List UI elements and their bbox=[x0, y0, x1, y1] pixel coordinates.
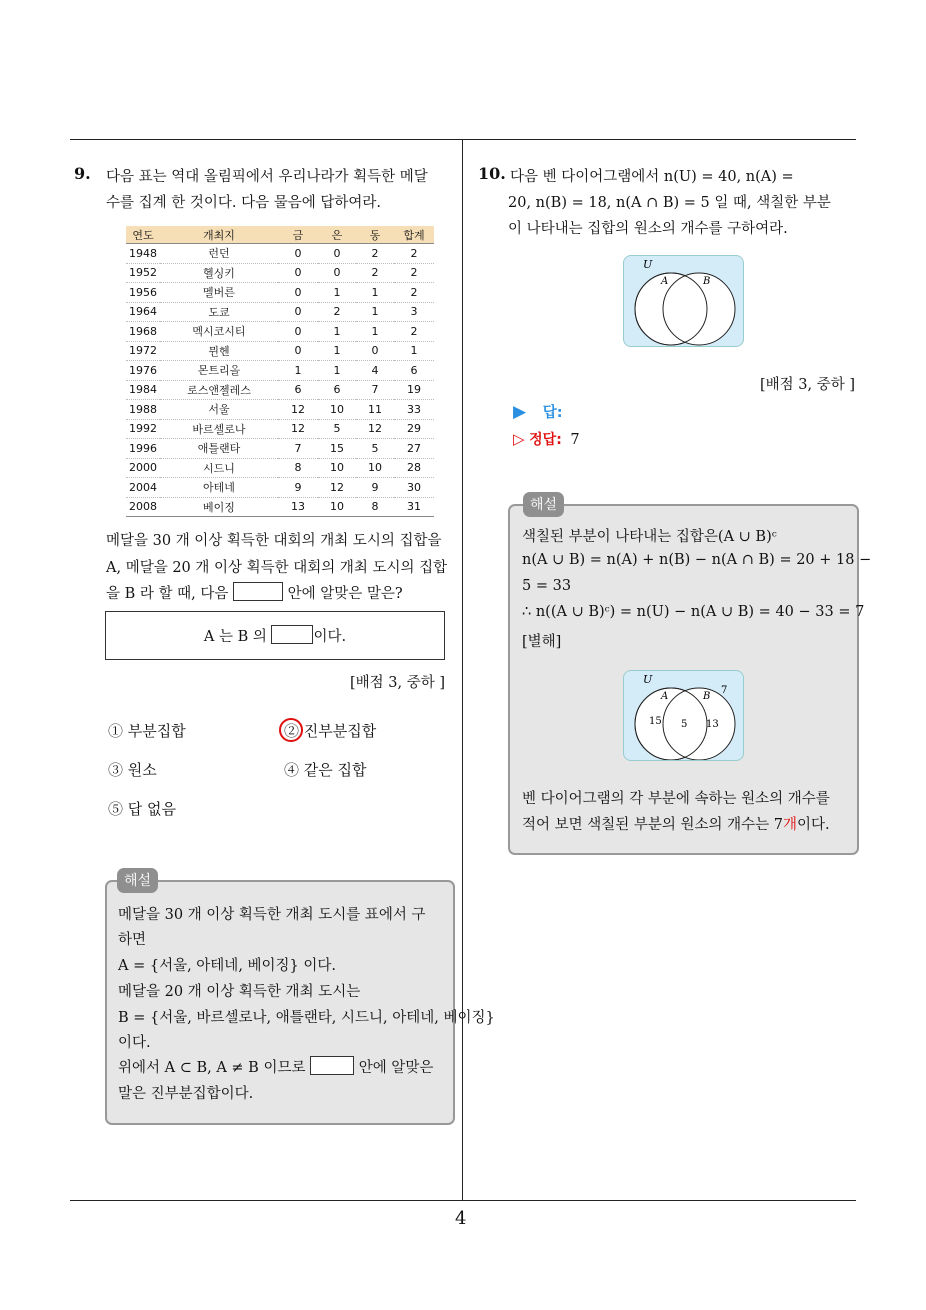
a-label: A bbox=[661, 691, 669, 702]
q9-explanation-last-end: 안에 알맞은 bbox=[358, 1060, 434, 1076]
table-cell: 6 bbox=[278, 380, 318, 400]
table-header: 개최지 bbox=[160, 226, 278, 244]
table-cell: 0 bbox=[278, 322, 318, 342]
table-cell: 서울 bbox=[160, 400, 278, 420]
table-cell: 1968 bbox=[126, 322, 160, 342]
table-cell: 7 bbox=[278, 439, 318, 459]
selected-answer-circle-icon bbox=[279, 718, 303, 742]
table-row bbox=[126, 478, 434, 498]
correct-label: 정답: bbox=[529, 432, 562, 448]
table-cell: 33 bbox=[394, 400, 434, 420]
table-row bbox=[126, 361, 434, 381]
q10-explanation-end2-start: 적어 보면 색칠된 부분의 원소의 개수는 7 bbox=[522, 817, 783, 833]
table-header: 은 bbox=[318, 226, 356, 244]
answer-row bbox=[513, 401, 563, 422]
table-cell: 8 bbox=[356, 497, 394, 517]
table-cell: 2 bbox=[394, 244, 434, 264]
q10-text-line1: 다음 벤 다이어그램에서 n(U) = 40, n(A) = bbox=[510, 169, 794, 185]
table-cell: 0 bbox=[356, 341, 394, 361]
play-icon: ▶ bbox=[513, 402, 527, 422]
table-header: 연도 bbox=[126, 226, 160, 244]
table-row bbox=[126, 283, 434, 303]
table-cell: 0 bbox=[278, 341, 318, 361]
table-cell: 1 bbox=[318, 283, 356, 303]
choice-4[interactable]: ④ 같은 집합 bbox=[284, 761, 367, 779]
top-rule bbox=[70, 139, 856, 140]
table-row bbox=[126, 244, 434, 264]
correct-value: 7 bbox=[570, 432, 580, 448]
outside-count: 7 bbox=[721, 685, 728, 696]
table-cell: 10 bbox=[318, 400, 356, 420]
table-cell: 1 bbox=[278, 361, 318, 381]
q9-number: 9. bbox=[74, 164, 91, 183]
table-cell: 1952 bbox=[126, 263, 160, 283]
table-cell: 15 bbox=[318, 439, 356, 459]
q9-para3-start: 을 B 라 할 때, 다음 bbox=[106, 586, 229, 602]
table-header: 동 bbox=[356, 226, 394, 244]
table-cell: 1 bbox=[394, 341, 434, 361]
table-row bbox=[126, 302, 434, 322]
table-cell: 12 bbox=[278, 400, 318, 420]
table-cell: 5 bbox=[318, 419, 356, 439]
table-cell: 1 bbox=[356, 302, 394, 322]
q9-para3-end: 안에 알맞은 말은? bbox=[287, 586, 403, 602]
table-cell: 1984 bbox=[126, 380, 160, 400]
q9-para1: 메달을 30 개 이상 획득한 대회의 개최 도시의 집합을 bbox=[106, 533, 442, 549]
statement-start: A 는 B 의 bbox=[203, 629, 267, 645]
q9-explanation-line: B = {서울, 바르셀로나, 애틀랜타, 시드니, 아테네, 베이징} bbox=[118, 1010, 495, 1026]
venn-diagram bbox=[623, 255, 744, 347]
medal-table bbox=[126, 226, 434, 517]
q9-para2: A, 메달을 20 개 이상 획득한 대회의 개최 도시의 집합 bbox=[106, 560, 448, 576]
table-cell: 0 bbox=[278, 302, 318, 322]
q10-explanation-line: n(A ∪ B) = n(A) + n(B) − n(A ∩ B) = 20 + 18 − bbox=[522, 552, 872, 568]
q9-para3 bbox=[106, 582, 403, 603]
q9-explanation-last-start: 위에서 A ⊂ B, A ≠ B 이므로 bbox=[118, 1060, 306, 1076]
table-cell: 애틀랜타 bbox=[160, 439, 278, 459]
table-cell: 5 bbox=[356, 439, 394, 459]
table-cell: 19 bbox=[394, 380, 434, 400]
q9-text-line1: 다음 표는 역대 올림픽에서 우리나라가 획득한 메달 bbox=[106, 169, 428, 185]
table-cell: 1992 bbox=[126, 419, 160, 439]
only-b-count: 13 bbox=[706, 719, 719, 730]
table-cell: 바르셀로나 bbox=[160, 419, 278, 439]
q9-explanation-line: 이다. bbox=[118, 1035, 151, 1051]
table-cell: 도쿄 bbox=[160, 302, 278, 322]
statement-blank bbox=[271, 625, 313, 644]
table-cell: 10 bbox=[356, 458, 394, 478]
statement-box bbox=[105, 611, 445, 660]
table-cell: 1964 bbox=[126, 302, 160, 322]
table-cell: 10 bbox=[318, 458, 356, 478]
table-cell: 로스앤젤레스 bbox=[160, 380, 278, 400]
q10-explanation-end2-highlight: 개 bbox=[783, 817, 798, 833]
table-cell: 29 bbox=[394, 419, 434, 439]
table-cell: 시드니 bbox=[160, 458, 278, 478]
table-header: 합계 bbox=[394, 226, 434, 244]
b-label: B bbox=[703, 691, 711, 702]
table-cell: 1988 bbox=[126, 400, 160, 420]
table-cell: 뮌헨 bbox=[160, 341, 278, 361]
table-cell: 3 bbox=[394, 302, 434, 322]
table-cell: 2 bbox=[394, 283, 434, 303]
table-cell: 1972 bbox=[126, 341, 160, 361]
only-a-count: 15 bbox=[649, 716, 662, 727]
table-cell: 2 bbox=[394, 322, 434, 342]
q9-explanation-badge: 해설 bbox=[117, 868, 158, 893]
answer-label: 답: bbox=[542, 405, 563, 421]
table-cell: 30 bbox=[394, 478, 434, 498]
q10-explanation-line: 5 = 33 bbox=[522, 578, 572, 594]
table-cell: 런던 bbox=[160, 244, 278, 264]
table-cell: 1 bbox=[318, 341, 356, 361]
table-cell: 1976 bbox=[126, 361, 160, 381]
q9-explanation-end: 말은 진부분집합이다. bbox=[118, 1086, 254, 1102]
table-cell: 1 bbox=[318, 361, 356, 381]
answer-blank bbox=[233, 582, 283, 601]
table-cell: 2 bbox=[356, 263, 394, 283]
table-cell: 9 bbox=[278, 478, 318, 498]
table-header: 금 bbox=[278, 226, 318, 244]
q9-explanation-line: 메달을 20 개 이상 획득한 개최 도시는 bbox=[118, 984, 361, 1000]
table-cell: 12 bbox=[356, 419, 394, 439]
page-number: 4 bbox=[455, 1208, 467, 1229]
table-cell: 2004 bbox=[126, 478, 160, 498]
venn-diagram-solution bbox=[623, 670, 744, 761]
set-b-circle bbox=[663, 273, 735, 345]
table-cell: 헬싱키 bbox=[160, 263, 278, 283]
a-label: A bbox=[661, 276, 669, 287]
triangle-outline-icon: ▷ bbox=[513, 430, 525, 448]
table-cell: 0 bbox=[278, 263, 318, 283]
table-cell: 아테네 bbox=[160, 478, 278, 498]
table-row bbox=[126, 400, 434, 420]
statement-end: 이다. bbox=[313, 629, 347, 645]
table-cell: 27 bbox=[394, 439, 434, 459]
table-cell: 13 bbox=[278, 497, 318, 517]
table-cell: 1956 bbox=[126, 283, 160, 303]
table-cell: 0 bbox=[318, 244, 356, 264]
table-cell: 몬트리올 bbox=[160, 361, 278, 381]
table-cell: 멕시코시티 bbox=[160, 322, 278, 342]
q10-explanation-line: [별해] bbox=[522, 634, 562, 650]
table-cell: 4 bbox=[356, 361, 394, 381]
table-cell: 2008 bbox=[126, 497, 160, 517]
choice-5[interactable]: ⑤ 답 없음 bbox=[108, 800, 177, 818]
explanation-blank bbox=[310, 1056, 354, 1075]
q10-explanation-end2-end: 이다. bbox=[797, 817, 830, 833]
table-cell: 멜버른 bbox=[160, 283, 278, 303]
table-cell: 2 bbox=[394, 263, 434, 283]
table-row bbox=[126, 497, 434, 517]
bottom-rule bbox=[70, 1200, 856, 1201]
q9-explanation-line: 메달을 30 개 이상 획득한 개최 도시를 표에서 구 bbox=[118, 907, 426, 923]
choice-1[interactable]: ① 부분집합 bbox=[108, 722, 186, 740]
table-row bbox=[126, 380, 434, 400]
table-cell: 2 bbox=[356, 244, 394, 264]
table-cell: 7 bbox=[356, 380, 394, 400]
q9-explanation-line: A = {서울, 아테네, 베이징} 이다. bbox=[118, 958, 337, 974]
u-label: U bbox=[643, 673, 653, 686]
q10-score: [배점 3, 중하 ] bbox=[760, 377, 856, 393]
table-cell: 31 bbox=[394, 497, 434, 517]
table-cell: 6 bbox=[394, 361, 434, 381]
table-row bbox=[126, 341, 434, 361]
table-cell: 8 bbox=[278, 458, 318, 478]
q10-explanation-end1: 벤 다이어그램의 각 부분에 속하는 원소의 개수를 bbox=[522, 791, 830, 807]
table-cell: 1948 bbox=[126, 244, 160, 264]
table-cell: 2 bbox=[318, 302, 356, 322]
column-divider bbox=[462, 139, 463, 1201]
table-row bbox=[126, 458, 434, 478]
q10-text-line2: 20, n(B) = 18, n(A ∩ B) = 5 일 때, 색칠한 부분 bbox=[508, 195, 831, 211]
table-row bbox=[126, 322, 434, 342]
table-cell: 28 bbox=[394, 458, 434, 478]
venn-diagram-solution-svg bbox=[624, 671, 743, 760]
table-cell: 0 bbox=[318, 263, 356, 283]
table-row bbox=[126, 419, 434, 439]
q10-number: 10. bbox=[478, 164, 506, 183]
table-cell: 12 bbox=[278, 419, 318, 439]
q10-explanation-end2 bbox=[522, 813, 830, 834]
table-header-row bbox=[126, 226, 434, 244]
table-cell: 0 bbox=[278, 244, 318, 264]
table-cell: 1 bbox=[356, 283, 394, 303]
q9-explanation-last bbox=[118, 1056, 433, 1077]
venn-diagram-svg bbox=[624, 256, 743, 346]
choice-2[interactable]: ② 진부분집합 bbox=[284, 722, 377, 740]
table-cell: 1 bbox=[318, 322, 356, 342]
table-cell: 1 bbox=[356, 322, 394, 342]
table-cell: 10 bbox=[318, 497, 356, 517]
table-cell: 1996 bbox=[126, 439, 160, 459]
q10-explanation-badge: 해설 bbox=[523, 492, 564, 517]
q9-text-line2: 수를 집계 한 것이다. 다음 물음에 답하여라. bbox=[106, 195, 381, 211]
table-cell: 베이징 bbox=[160, 497, 278, 517]
q10-explanation-line: ∴ n((A ∪ B)ᶜ) = n(U) − n(A ∪ B) = 40 − 33 = 7 bbox=[522, 604, 865, 620]
table-cell: 6 bbox=[318, 380, 356, 400]
table-cell: 0 bbox=[278, 283, 318, 303]
q10-text-line3: 이 나타내는 집합의 원소의 개수를 구하여라. bbox=[508, 221, 788, 237]
table-row bbox=[126, 263, 434, 283]
correct-row bbox=[513, 429, 580, 449]
table-row bbox=[126, 439, 434, 459]
table-cell: 12 bbox=[318, 478, 356, 498]
intersection-count: 5 bbox=[681, 719, 688, 730]
table-cell: 11 bbox=[356, 400, 394, 420]
choice-3[interactable]: ③ 원소 bbox=[108, 761, 157, 779]
table-cell: 9 bbox=[356, 478, 394, 498]
u-label: U bbox=[643, 258, 653, 271]
set-b-circle bbox=[663, 688, 735, 760]
q9-score: [배점 3, 중하 ] bbox=[350, 675, 446, 691]
q9-explanation-line: 하면 bbox=[118, 932, 147, 948]
q10-explanation-line: 색칠된 부분이 나타내는 집합은(A ∪ B)ᶜ bbox=[522, 529, 777, 545]
b-label: B bbox=[703, 276, 711, 287]
table-cell: 2000 bbox=[126, 458, 160, 478]
